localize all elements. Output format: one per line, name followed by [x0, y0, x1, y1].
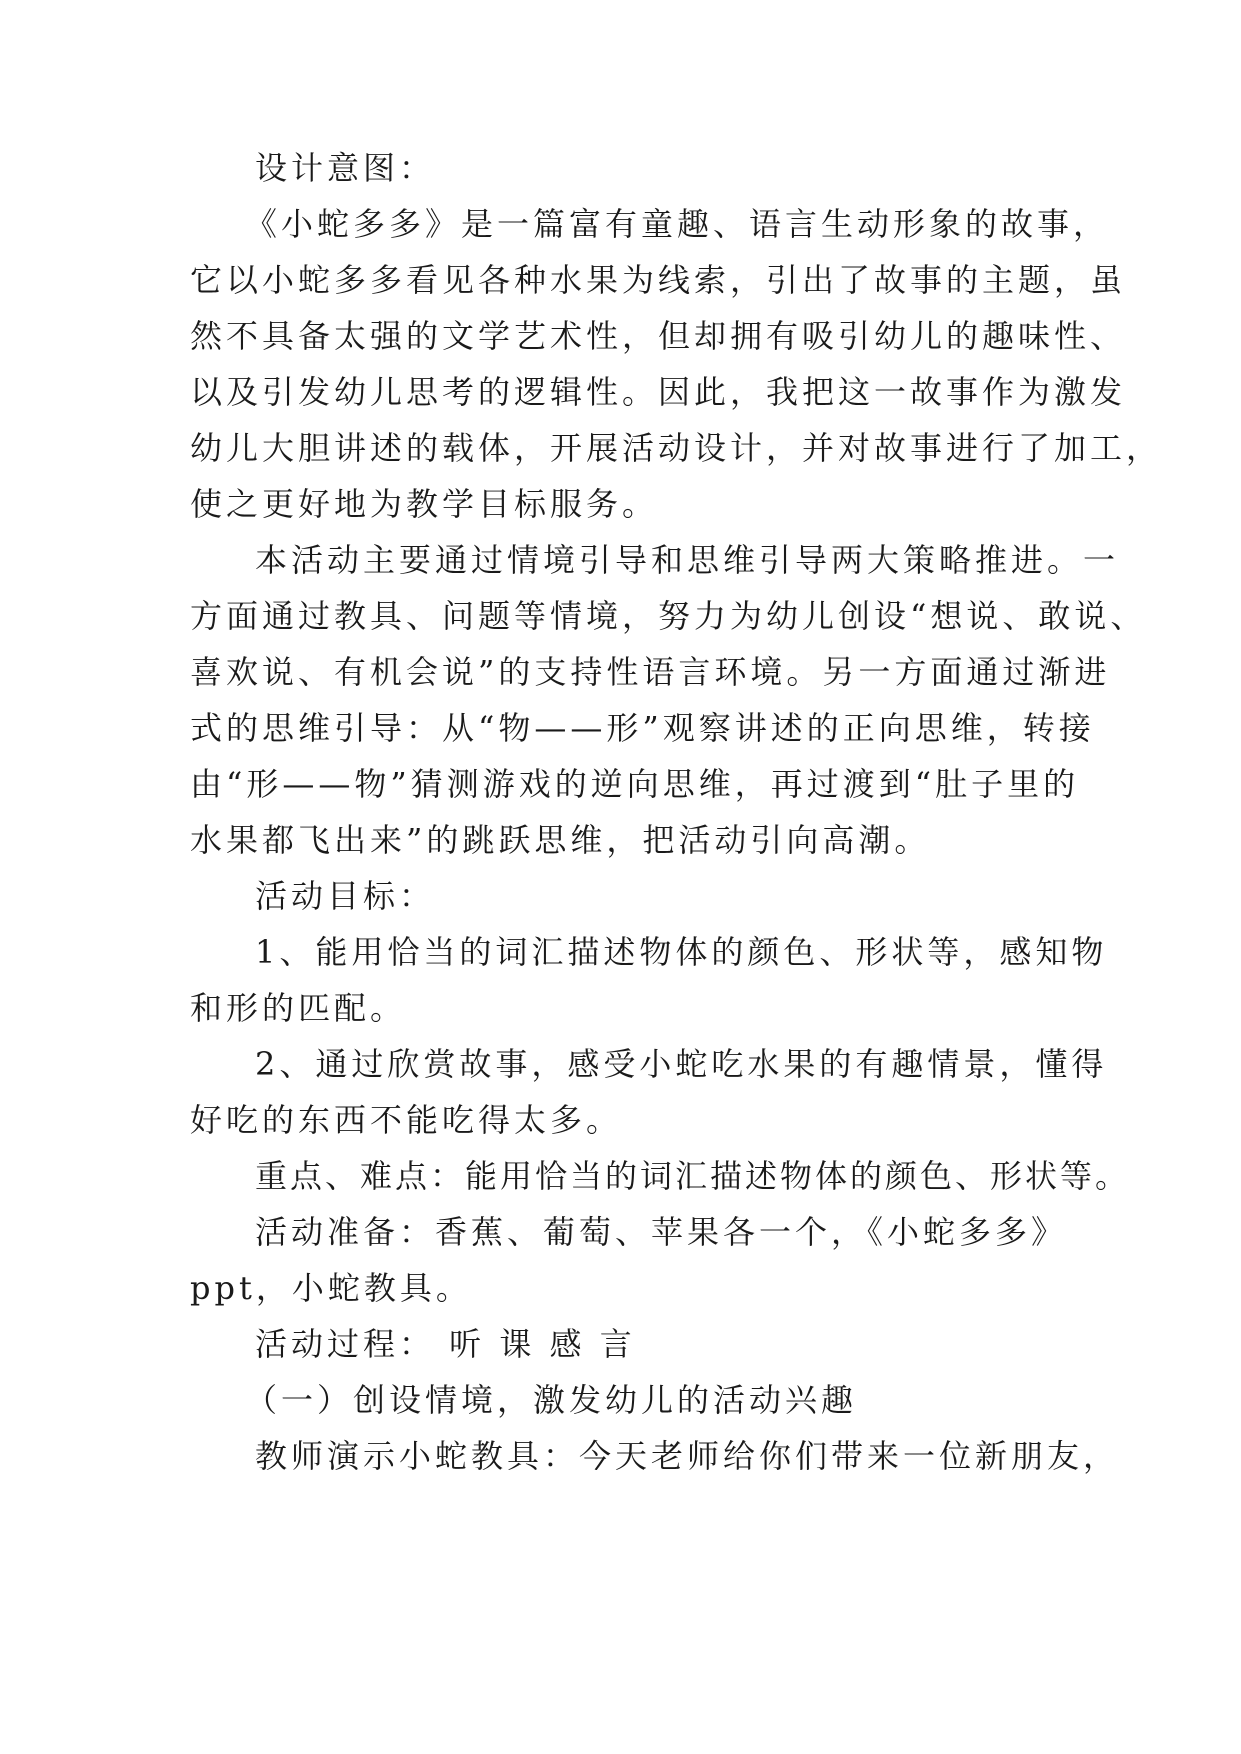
goal1-line-1: 1、能用恰当的词汇描述物体的颜色、形状等，感知物: [255, 933, 1108, 971]
para2-line-3: 喜欢说、有机会说”的支持性语言环境。另一方面通过渐进: [190, 653, 1111, 691]
para2-line-5: 由“形——物”猜测游戏的逆向思维，再过渡到“肚子里的: [190, 765, 1080, 803]
para2-line-2: 方面通过教具、问题等情境，努力为幼儿创设“想说、敢说、: [190, 597, 1147, 635]
para2-line-4: 式的思维引导：从“物——形”观察讲述的正向思维，转接: [190, 709, 1095, 747]
preparation-line-1: 活动准备：香蕉、葡萄、苹果各一个，《小蛇多多》: [255, 1213, 1068, 1251]
para1-line-6: 使之更好地为教学目标服务。: [190, 485, 659, 523]
goal2-line-2: 好吃的东西不能吃得太多。: [190, 1101, 623, 1139]
para2-line-1: 本活动主要通过情境引导和思维引导两大策略推进。一: [255, 541, 1120, 579]
preparation-line-2: ppt，小蛇教具。: [190, 1269, 472, 1307]
goal2-line-1: 2、通过欣赏故事，感受小蛇吃水果的有趣情景，懂得: [255, 1045, 1108, 1083]
para1-line-5: 幼儿大胆讲述的载体，开展活动设计，并对故事进行了加工，: [190, 429, 1163, 467]
key-points: 重点、难点：能用恰当的词汇描述物体的颜色、形状等。: [255, 1157, 1131, 1195]
para1-line-2: 它以小蛇多多看见各种水果为线索，引出了故事的主题，虽: [190, 261, 1127, 299]
para1-line-3: 然不具备太强的文学艺术性，但却拥有吸引幼儿的趣味性、: [190, 317, 1127, 355]
process-heading: 活动过程： 听 课 感 言: [255, 1325, 636, 1363]
goal1-line-2: 和形的匹配。: [190, 989, 407, 1027]
para1-line-1: 《小蛇多多》是一篇富有童趣、语言生动形象的故事，: [245, 205, 1110, 243]
section1-heading: （一）创设情境，激发幼儿的活动兴趣: [245, 1381, 858, 1419]
section1-text: 教师演示小蛇教具：今天老师给你们带来一位新朋友，: [255, 1437, 1120, 1475]
para1-line-4: 以及引发幼儿思考的逻辑性。因此，我把这一故事作为激发: [190, 373, 1127, 411]
para2-line-6: 水果都飞出来”的跳跃思维，把活动引向高潮。: [190, 821, 931, 859]
heading-design-intent: 设计意图：: [255, 149, 436, 187]
heading-activity-goals: 活动目标：: [255, 877, 436, 915]
